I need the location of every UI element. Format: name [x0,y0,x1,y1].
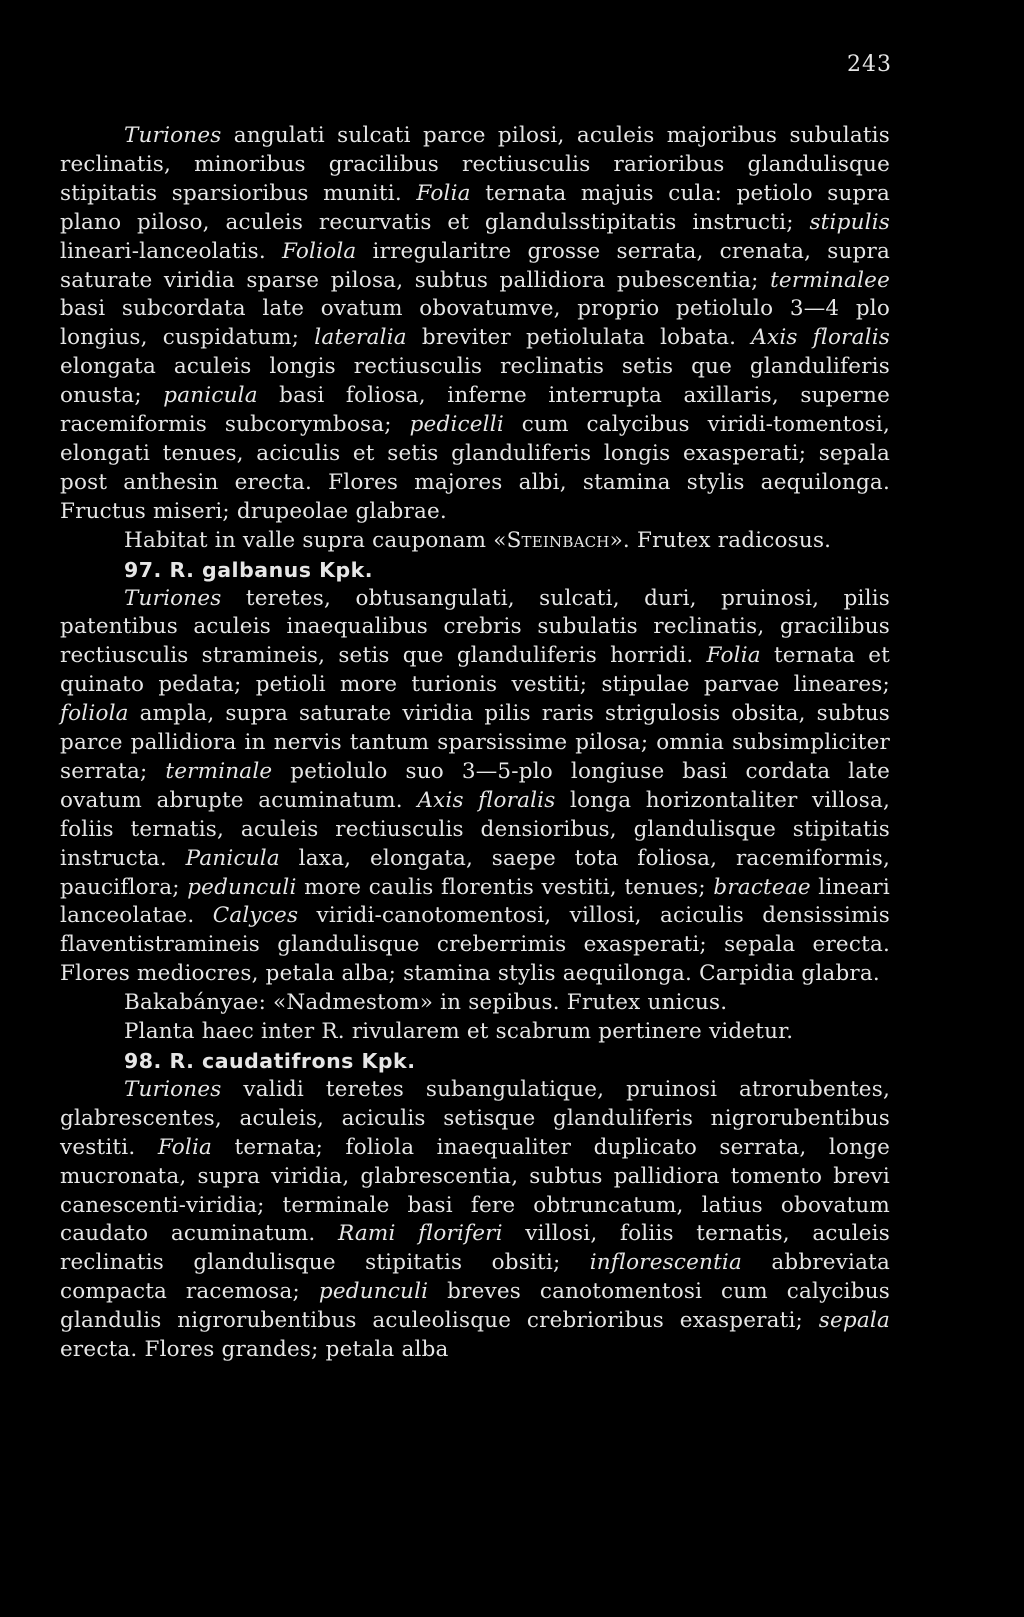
place-name: Steinbach [506,527,610,553]
italic-term: Turiones [124,1076,222,1102]
text-run: teretes, obtusangulati, sulcati, duri, pruinosi, pilis patentibus aculeis inaequalibus crebris subulatis reclinatis, gracilibus rectiusculis stramineis, setis que glanduliferis horridi. [60,585,890,669]
text-run: ternata; foliola inaequaliter duplicato serrata, longe mucronata, supra viridia, glabrescentia, subtus pallidiora tomento brevi canescenti-viridia; terminale basi fere obtruncatum, latius obovatum caudato acuminatum. [60,1134,890,1247]
italic-term: pedicelli [409,412,504,438]
paragraph [60,989,890,1018]
italic-term: terminale [165,758,273,784]
italic-term: lateralia [314,325,407,351]
text-run: laxa, elongata, saepe tota foliosa, racemiformis, pauciflora; [60,845,890,900]
paragraph [60,122,890,527]
text-run: petiolulo suo 3—5-plo longiuse basi cordata late ovatum abrupte acuminatum. [60,758,890,813]
text-run: irregularitre grosse serrata, crenata, supra saturate viridia sparse pilosa, subtus pallidiora pubescentia; [60,238,890,293]
italic-term: panicula [163,383,258,409]
text-run: validi teretes subangulatique, pruinosi atrorubentes, glabrescentes, aculeis, aciculis setisque glanduliferis nigrorubentibus vestiti. [60,1076,890,1160]
text-run: breviter petiolulata lobata. [406,325,752,351]
text-run: villosi, foliis ternatis, aculeis reclinatis glandulisque stipitatis obsiti; [60,1221,890,1276]
text-run: elongata aculeis longis rectiusculis reclinatis setis que glanduliferis onusta; [60,354,890,409]
italic-term: inflorescentia [589,1250,743,1276]
italic-term: stipulis [809,209,890,235]
species-heading: 98. R. caudatifrons Kpk. [124,1049,416,1073]
text-run: ternata majuis cula: petiolo supra plano piloso, aculeis recurvatis et glandulsstipitatis instructi; [60,180,890,235]
paragraph [60,527,890,556]
italic-term: pedunculi [318,1279,429,1305]
italic-term: foliola [60,701,129,727]
text-run: abbreviata compacta racemosa; [60,1250,890,1305]
italic-term: Axis floralis [751,325,891,351]
species-heading: 97. R. galbanus Kpk. [124,557,374,582]
italic-term: Folia [706,643,761,669]
italic-term: terminalee [770,267,890,293]
text-run: longa horizontaliter villosa, foliis ternatis, aculeis rectiusculis densioribus, glandulisque stipitatis instructa. [60,787,890,871]
text-run: ampla, supra saturate viridia pilis raris strigulosis obsita, subtus parce pallidiora in nervis tantum sparsissime pilosa; omnia subsimpliciter serrata; [60,701,890,784]
text-run: Planta haec inter R. rivularem et scabrum pertinere videtur. [124,1019,794,1045]
italic-term: Rami floriferi [338,1221,503,1247]
paragraph [60,1076,890,1365]
italic-term: Calyces [212,903,299,929]
italic-term: Axis floralis [417,787,556,813]
paragraph [60,585,890,990]
text-run: basi subcordata late ovatum obovatumve, proprio petiolulo 3—4 plo longius, cuspidatum; [60,296,890,351]
italic-term: Turiones [124,585,222,611]
italic-term: Folia [416,180,471,206]
text-run: Habitat in valle supra cauponam « [124,527,507,553]
text-run: ternata et quinato pedata; petioli more turionis vestiti; stipulae parvae lineares; [60,643,891,698]
page-body [60,122,890,1365]
italic-term: bracteae [713,874,811,900]
italic-term: sepala [818,1308,890,1334]
italic-term: pedunculi [187,874,297,900]
page-number: 243 [847,52,892,77]
text-run: cum calycibus viridi-tomentosi, elongati tenues, aciculis et setis glanduliferis longis exasperati; sepala post anthesin erecta. Flores majores albi, stamina stylis aequilonga. Fructus miseri; drupeolae glabrae. [60,412,890,524]
text-run: basi foliosa, inferne interrupta axillaris, superne racemiformis subcorymbosa; [60,383,890,438]
text-run: lineari-lanceolatis. [60,238,282,264]
italic-term: Panicula [185,845,280,871]
text-run: viridi-canotomentosi, villosi, aciculis densissimis flaventistramineis glandulisque creberrimis exasperati; sepala erecta. Flores mediocres, petala alba; stamina stylis aequilonga. Carpidia glabra. [60,903,890,987]
text-run: breves canotomentosi cum calycibus glandulis nigrorubentibus aculeolisque crebrioribus exasperati; [60,1279,890,1334]
text-run: erecta. Flores grandes; petala alba [60,1337,449,1363]
text-run: more caulis florentis vestiti, tenues; [296,874,714,900]
italic-term: Foliola [281,238,357,264]
paragraph [60,1018,890,1047]
text-run: angulati sulcati parce pilosi, aculeis majoribus subulatis reclinatis, minoribus gracilibus rectiusculis rarioribus glandulisque stipitatis sparsioribus muniti. [60,123,890,206]
italic-term: Turiones [124,123,222,148]
text-run: Bakabányae: «Nadmestom» in sepibus. Frutex unicus. [124,990,728,1016]
text-run: lineari lanceolatae. [60,874,890,929]
text-run: ». Frutex radicosus. [609,527,832,553]
italic-term: Folia [157,1134,213,1160]
